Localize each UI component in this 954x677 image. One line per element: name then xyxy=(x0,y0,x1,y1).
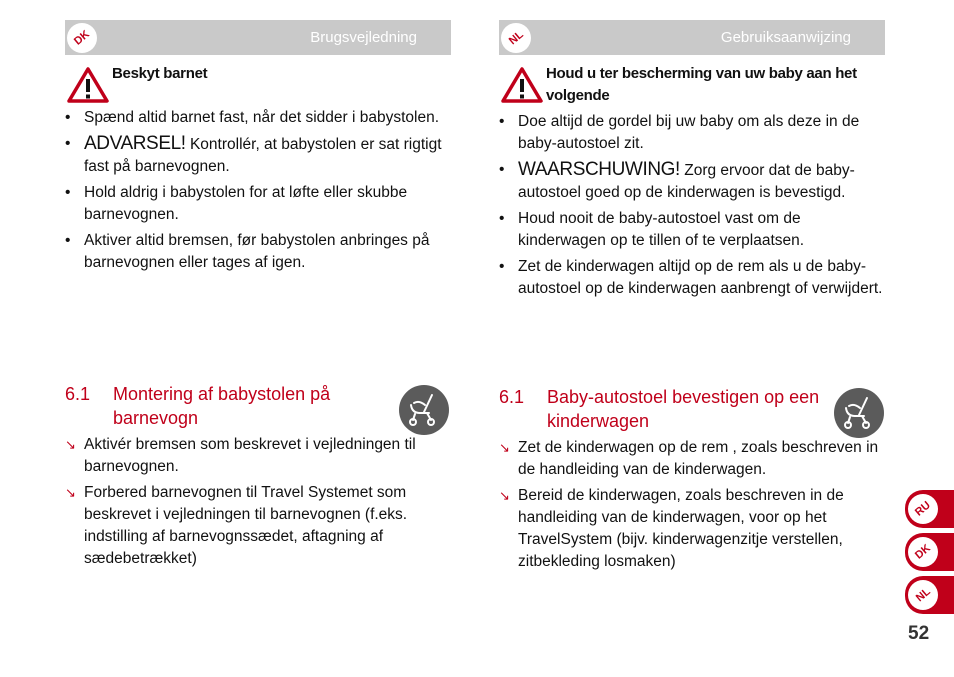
list-item: • Houd nooit de baby-autostoel vast om de kinderwagen op te tillen of te verplaatsen. xyxy=(499,208,885,252)
list-item: • Spænd altid barnet fast, når det sidder i babystolen. xyxy=(65,107,451,129)
header-title-nl: Gebruiksaanwijzing xyxy=(720,29,851,46)
language-badge-nl: NL xyxy=(908,580,938,610)
step-arrow-icon: ↘ xyxy=(499,440,510,455)
warning-label: WAARSCHUWING! xyxy=(518,159,680,180)
list-item: ↘ Bereid de kinderwagen, zoals beschreven in de handleiding van de kinderwagen, voor op het TravelSystem (bijv. kinderwagenzitje verstellen, zitbekleding losmaken) xyxy=(499,487,844,570)
pram-with-car-seat-icon xyxy=(834,388,884,438)
language-badge-nl: NL xyxy=(501,23,531,53)
step-arrow-icon: ↘ xyxy=(65,485,76,500)
language-badge-dk: DK xyxy=(908,537,938,567)
steps-list-nl xyxy=(499,437,885,577)
page-number: 52 xyxy=(908,623,930,644)
list-item: • WAARSCHUWING! Zorg ervoor dat de baby-autostoel goed op de kinderwagen is bevestigd. xyxy=(499,159,885,204)
side-tab-ru[interactable] xyxy=(905,490,954,528)
warning-block-dk xyxy=(65,63,451,103)
step-arrow-icon: ↘ xyxy=(499,488,510,503)
section-number: 6.1 xyxy=(499,387,525,407)
list-item: • ADVARSEL! Kontrollér, at babystolen er sat rigtigt fast på barnevognen. xyxy=(65,133,451,178)
list-item: ↘ Forbered barnevognen til Travel Systemet som beskrevet i vejledningen til barnevognen (f.eks. indstilling af barnevognssædet, aftagning af sædebetrækket) xyxy=(65,484,408,567)
right-column xyxy=(499,20,885,304)
safety-list-nl xyxy=(499,111,885,300)
header-bar-nl xyxy=(499,20,885,55)
list-item: ↘ Aktivér bremsen som beskrevet i vejledningen til barnevognen. xyxy=(65,436,416,475)
side-tab-nl[interactable] xyxy=(905,576,954,614)
left-column xyxy=(65,20,451,278)
warning-block-nl xyxy=(499,63,885,107)
language-badge-dk: DK xyxy=(67,23,97,53)
list-item: • Zet de kinderwagen altijd op de rem als u de baby-autostoel op de kinderwagen aanbrengt of verwijdert. xyxy=(499,256,885,300)
list-item: • Doe altijd de gordel bij uw baby om als deze in de baby-autostoel zit. xyxy=(499,111,885,155)
section-title: Montering af babystolen på barnevogn xyxy=(113,384,331,428)
warning-triangle-icon xyxy=(501,67,543,103)
safety-list-dk xyxy=(65,107,451,274)
section-heading-dk xyxy=(65,382,385,430)
warning-label: ADVARSEL! xyxy=(84,133,186,154)
header-bar-dk xyxy=(65,20,451,55)
list-item: • Aktiver altid bremsen, før babystolen anbringes på barnevognen eller tages af igen. xyxy=(65,230,451,274)
steps-list-dk xyxy=(65,434,451,574)
warning-title-nl: Houd u ter bescherming van uw baby aan het volgende xyxy=(546,65,857,104)
section-number: 6.1 xyxy=(65,384,91,404)
list-item: ↘ Zet de kinderwagen op de rem , zoals beschreven in de handleiding van de kinderwagen. xyxy=(499,439,879,478)
warning-title-dk: Beskyt barnet xyxy=(112,65,208,82)
section-title: Baby-autostoel bevestigen op een kinderwagen xyxy=(547,387,820,431)
language-badge-ru: RU xyxy=(908,494,938,524)
step-arrow-icon: ↘ xyxy=(65,437,76,452)
header-title-dk: Brugsvejledning xyxy=(310,29,417,46)
section-heading-nl xyxy=(499,385,829,433)
pram-with-car-seat-icon xyxy=(399,385,449,435)
list-item: • Hold aldrig i babystolen for at løfte eller skubbe barnevognen. xyxy=(65,182,451,226)
side-tab-dk[interactable] xyxy=(905,533,954,571)
warning-triangle-icon xyxy=(67,67,109,103)
